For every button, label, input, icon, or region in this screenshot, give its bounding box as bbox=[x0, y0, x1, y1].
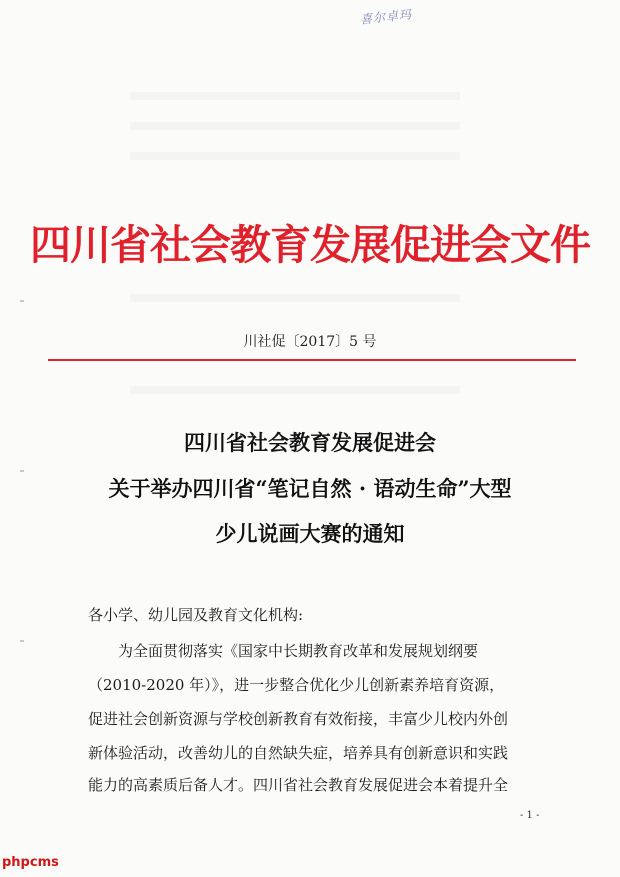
body-paragraph-line: 新体验活动，改善幼儿的自然缺失症，培养具有创新意识和实践 bbox=[88, 744, 509, 762]
body-paragraph-line: 能力的高素质后备人才。四川省社会教育发展促进会本着提升全 bbox=[88, 776, 509, 794]
body-paragraph-line: 促进社会创新资源与学校创新教育有效衔接，丰富少儿校内外创 bbox=[88, 710, 509, 728]
site-watermark: phpcms bbox=[2, 855, 59, 870]
notice-title-line-3: 少儿说画大赛的通知 bbox=[215, 521, 405, 546]
bleed-through-shadow bbox=[130, 122, 460, 130]
salutation: 各小学、幼儿园及教育文化机构: bbox=[88, 606, 304, 624]
margin-tick bbox=[20, 300, 24, 302]
handwritten-note: 喜尔卓玛 bbox=[359, 7, 413, 27]
red-divider-rule bbox=[48, 359, 576, 361]
bleed-through-shadow bbox=[130, 294, 460, 302]
margin-tick bbox=[20, 470, 24, 472]
page-number: - 1 - bbox=[520, 810, 540, 821]
bleed-through-shadow bbox=[130, 152, 460, 160]
document-number: 川社促〔2017〕5 号 bbox=[243, 334, 377, 350]
notice-title-line-2: 关于举办四川省“笔记自然 · 语动生命”大型 bbox=[108, 476, 512, 501]
body-paragraph-line: 为全面贯彻落实《国家中长期教育改革和发展规划纲要 bbox=[118, 642, 479, 660]
notice-title-line-1: 四川省社会教育发展促进会 bbox=[184, 430, 436, 455]
org-document-header: 四川省社会教育发展促进会文件 bbox=[30, 221, 590, 269]
margin-tick bbox=[20, 640, 24, 642]
bleed-through-shadow bbox=[130, 92, 460, 100]
bleed-through-shadow bbox=[130, 386, 460, 394]
body-paragraph-line: （2010-2020 年）》，进一步整合优化少儿创新素养培育资源， bbox=[88, 676, 505, 694]
